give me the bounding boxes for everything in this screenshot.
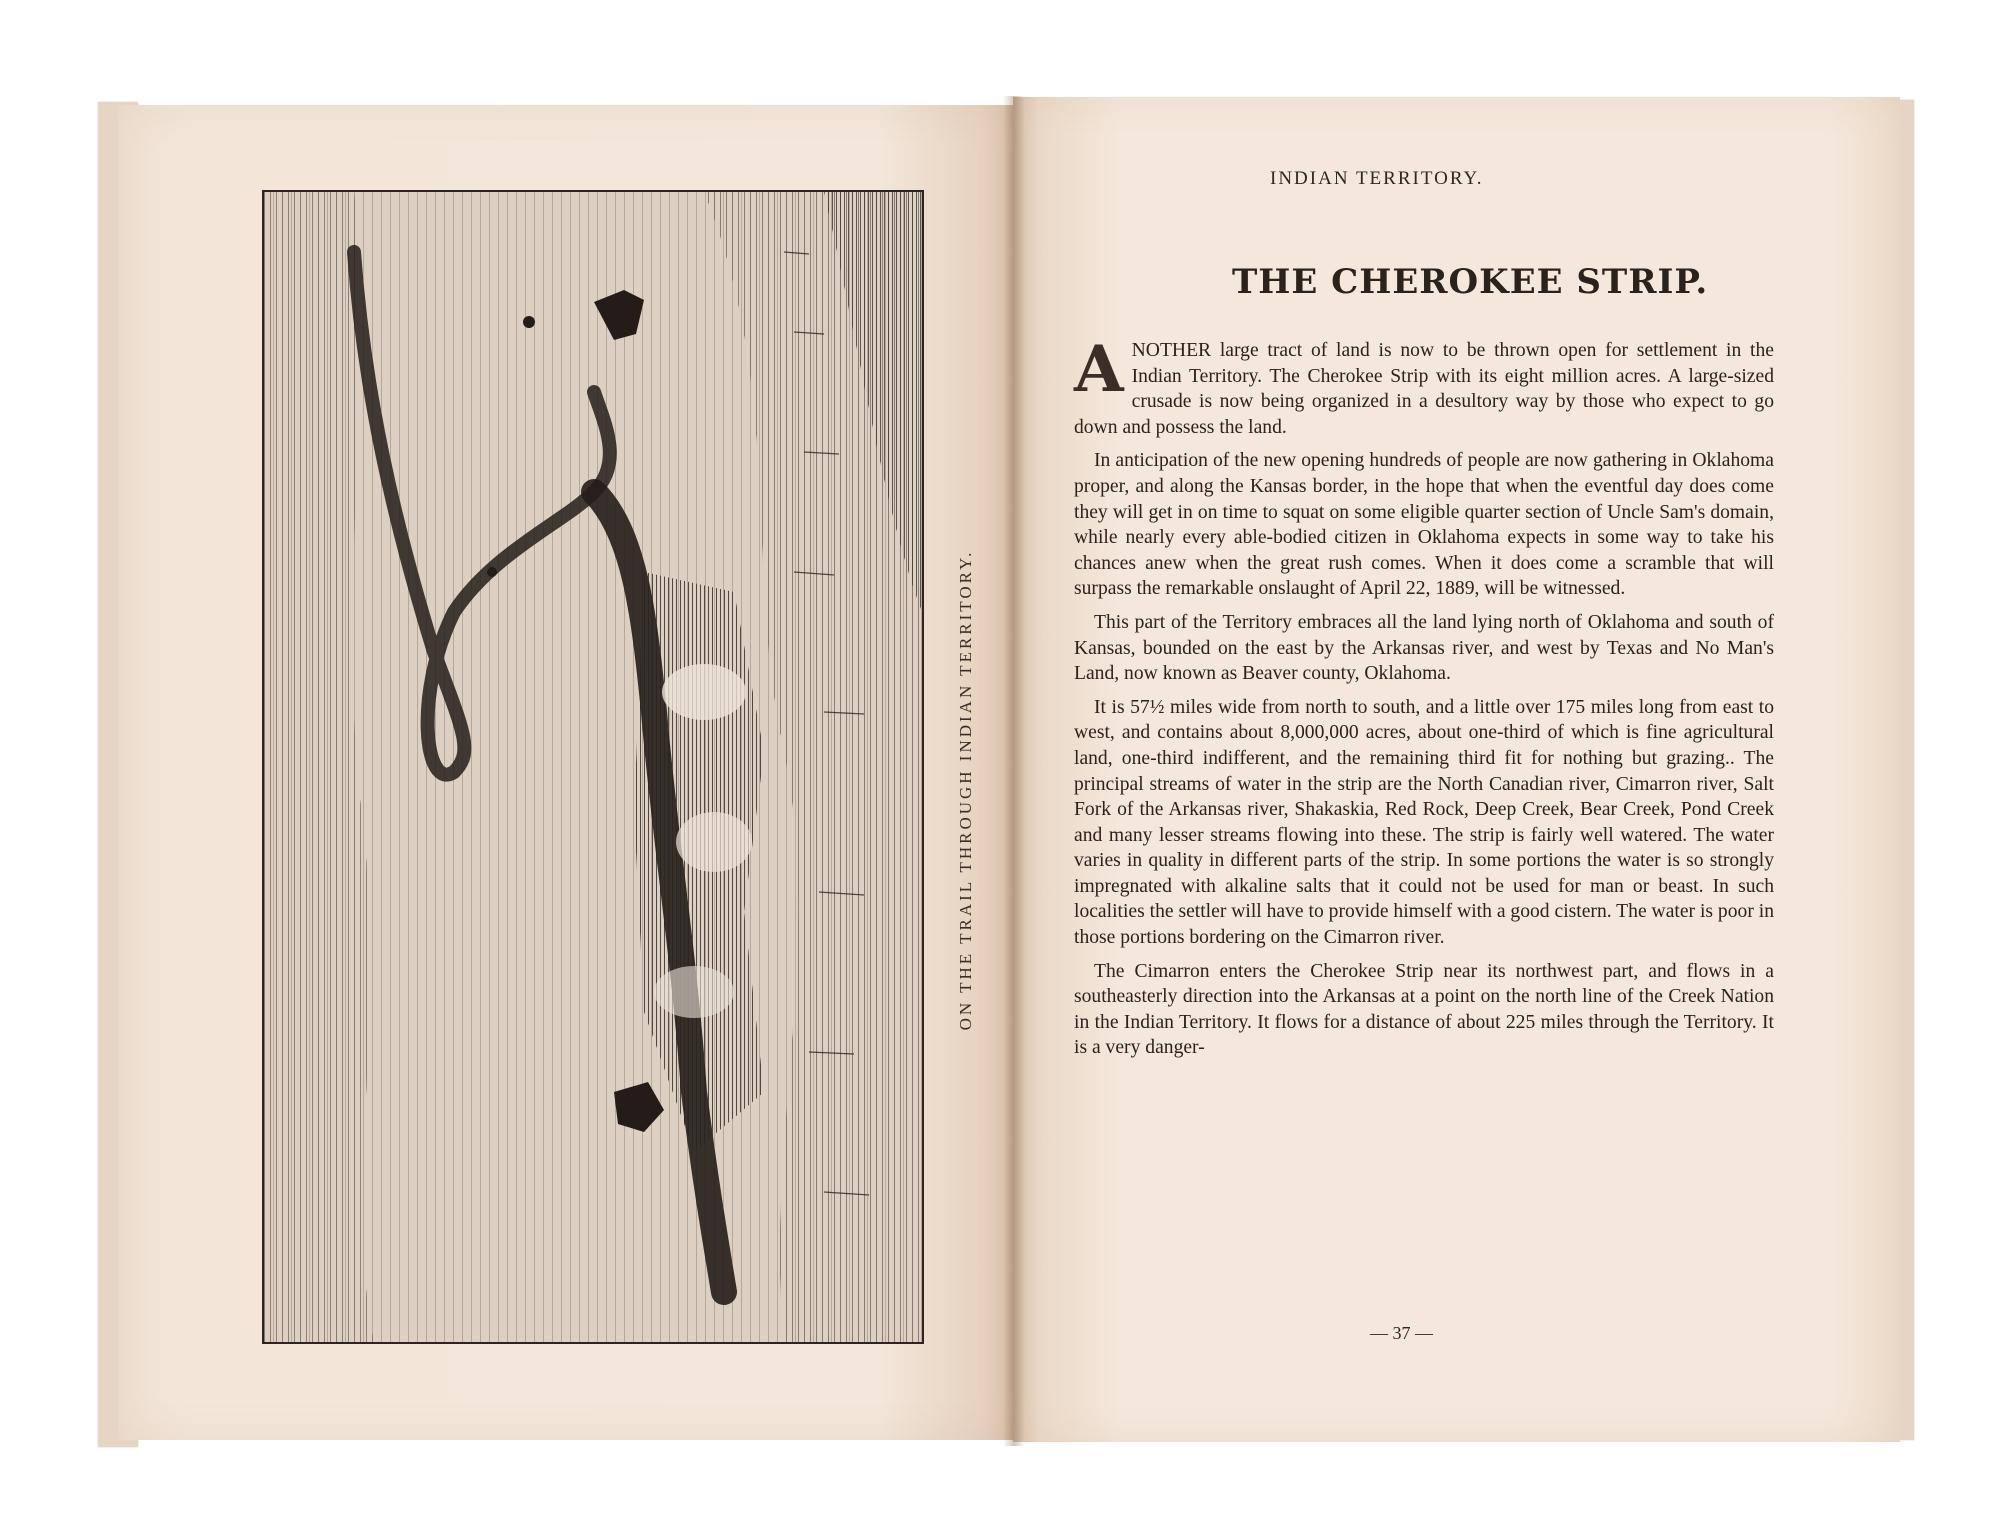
paragraph-1-text: NOTHER large tract of land is now to be thrown open for settlement in the Indian Territory. The Cherokee Strip with its eight million acres. A large-sized crusade is now being organized in a desultory way by those who expect to go down and possess the land. — [1074, 340, 1774, 438]
caption-text: ON THE TRAIL THROUGH INDIAN TERRITORY. — [956, 549, 975, 1031]
chapter-title: THE CHEROKEE STRIP. — [1232, 262, 1709, 302]
engraving-illustration — [264, 192, 922, 1342]
body-text — [1074, 332, 1774, 1069]
running-head: INDIAN TERRITORY. — [1270, 168, 1484, 189]
paragraph-3: This part of the Territory embraces all the land lying north of Oklahoma and south of Kansas, bounded on the east by the Arkansas river, and west by Texas and No Man's Land, now known as Beaver county, Oklahoma. — [1074, 611, 1774, 685]
paragraph-4: It is 57½ miles wide from north to south, and a little over 175 miles long from east to west, and contains about 8,000,000 acres, about one-third of which is fine agricultural land, one-third indifferent, and the remaining third fit for nothing but grazing.. The principal streams of water in the strip are the North Canadian river, Cimarron river, Salt Fork of the Arkansas river, Shakaskia, Red Rock, Deep Creek, Bear Creek, Pond Creek and many lesser streams flowing into these. The strip is fairly well watered. The water varies in quality in different parts of the strip. In some portions the water is so strongly impregnated with alkaline salts that it could not be used for man or beast. In such localities the settler will have to provide himself with a good cistern. The water is poor in those portions bordering on the Cimarron river. — [1074, 696, 1774, 949]
drop-cap: A — [1074, 332, 1124, 407]
trail-engraving — [262, 190, 924, 1344]
book-gutter — [1003, 96, 1025, 1446]
page-number: — 37 — — [1370, 1323, 1433, 1343]
paragraph-2: In anticipation of the new opening hundreds of people are now gathering in Oklahoma proper, and along the Kansas border, in the hope that when the eventful day does come they will get in on time to squat on some eligible quarter section of Uncle Sam's domain, while nearly every able-bodied citizen in Oklahoma expects in some way to take his chances anew when the great rush comes. When it does come a scramble that will surpass the remarkable onslaught of April 22, 1889, will be witnessed. — [1074, 450, 1774, 600]
paragraph-5: The Cimarron enters the Cherokee Strip near its northwest part, and flows in a southeasterly direction into the Arkansas at a point on the north line of the Creek Nation in the Indian Territory. It flows for a distance of about 225 miles through the Territory. It is a very danger- — [1074, 960, 1774, 1059]
paragraph-1 — [1074, 332, 1774, 440]
